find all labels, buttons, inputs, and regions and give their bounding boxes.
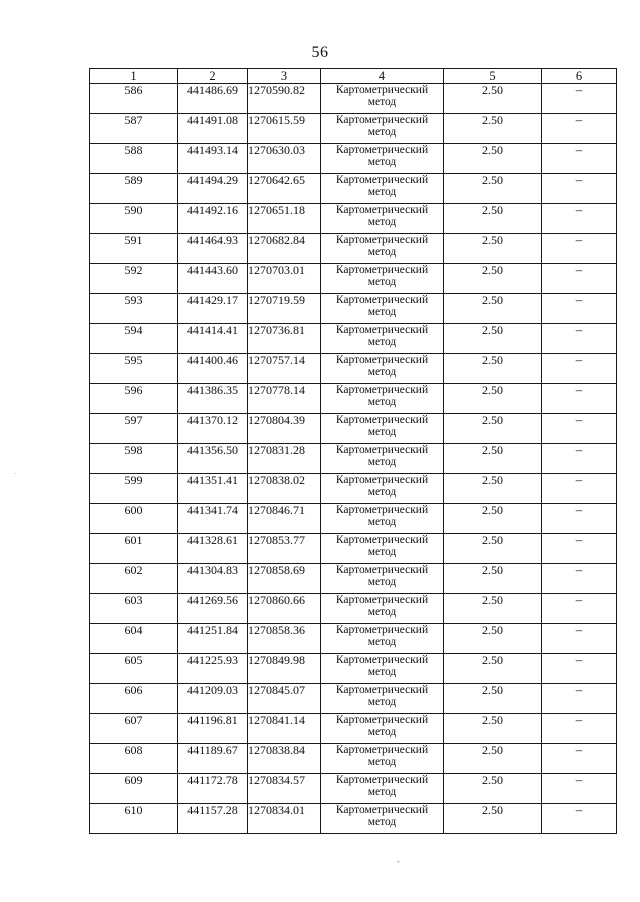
accuracy-cell: 2.50: [444, 804, 542, 834]
point-number-cell: 604: [90, 624, 178, 654]
x-coordinate-cell: 441225.93: [178, 654, 248, 684]
point-number-cell: 608: [90, 744, 178, 774]
footer-mark: -: [397, 857, 400, 866]
point-number-cell: 593: [90, 294, 178, 324]
x-coordinate-cell: 441356.50: [178, 444, 248, 474]
margin-mark: .: [14, 468, 16, 476]
column-header: 1: [90, 69, 178, 84]
accuracy-cell: 2.50: [444, 534, 542, 564]
description-cell: –: [542, 414, 617, 444]
point-number-cell: 590: [90, 204, 178, 234]
description-cell: –: [542, 114, 617, 144]
accuracy-cell: 2.50: [444, 624, 542, 654]
table-body: [90, 84, 617, 834]
x-coordinate-cell: 441328.61: [178, 534, 248, 564]
description-cell: –: [542, 384, 617, 414]
description-cell: –: [542, 504, 617, 534]
y-coordinate-cell: 1270682.84: [248, 234, 321, 264]
accuracy-cell: 2.50: [444, 774, 542, 804]
method-cell: Картометрический метод: [321, 414, 444, 444]
description-cell: –: [542, 204, 617, 234]
description-cell: –: [542, 744, 617, 774]
point-number-cell: 594: [90, 324, 178, 354]
method-cell: Картометрический метод: [321, 204, 444, 234]
point-number-cell: 601: [90, 534, 178, 564]
accuracy-cell: 2.50: [444, 504, 542, 534]
method-cell: Картометрический метод: [321, 774, 444, 804]
method-cell: Картометрический метод: [321, 624, 444, 654]
table-row: [90, 84, 617, 114]
x-coordinate-cell: 441251.84: [178, 624, 248, 654]
method-cell: Картометрический метод: [321, 744, 444, 774]
x-coordinate-cell: 441304.83: [178, 564, 248, 594]
y-coordinate-cell: 1270849.98: [248, 654, 321, 684]
column-header: 2: [178, 69, 248, 84]
description-cell: –: [542, 174, 617, 204]
accuracy-cell: 2.50: [444, 204, 542, 234]
table-row: [90, 354, 617, 384]
accuracy-cell: 2.50: [444, 714, 542, 744]
table-row: [90, 744, 617, 774]
point-number-cell: 605: [90, 654, 178, 684]
accuracy-cell: 2.50: [444, 564, 542, 594]
x-coordinate-cell: 441400.46: [178, 354, 248, 384]
table-row: [90, 294, 617, 324]
y-coordinate-cell: 1270834.01: [248, 804, 321, 834]
point-number-cell: 592: [90, 264, 178, 294]
x-coordinate-cell: 441157.28: [178, 804, 248, 834]
table-row: [90, 654, 617, 684]
x-coordinate-cell: 441491.08: [178, 114, 248, 144]
method-cell: Картометрический метод: [321, 264, 444, 294]
x-coordinate-cell: 441492.16: [178, 204, 248, 234]
description-cell: –: [542, 144, 617, 174]
x-coordinate-cell: 441486.69: [178, 84, 248, 114]
table-row: [90, 774, 617, 804]
description-cell: –: [542, 774, 617, 804]
method-cell: Картометрический метод: [321, 474, 444, 504]
y-coordinate-cell: 1270841.14: [248, 714, 321, 744]
table-row: [90, 714, 617, 744]
method-cell: Картометрический метод: [321, 294, 444, 324]
method-cell: Картометрический метод: [321, 354, 444, 384]
point-number-cell: 600: [90, 504, 178, 534]
method-cell: Картометрический метод: [321, 564, 444, 594]
method-cell: Картометрический метод: [321, 384, 444, 414]
y-coordinate-cell: 1270703.01: [248, 264, 321, 294]
table-row: [90, 324, 617, 354]
accuracy-cell: 2.50: [444, 114, 542, 144]
accuracy-cell: 2.50: [444, 444, 542, 474]
x-coordinate-cell: 441351.41: [178, 474, 248, 504]
point-number-cell: 587: [90, 114, 178, 144]
y-coordinate-cell: 1270853.77: [248, 534, 321, 564]
point-number-cell: 609: [90, 774, 178, 804]
point-number-cell: 596: [90, 384, 178, 414]
accuracy-cell: 2.50: [444, 384, 542, 414]
column-header: 5: [444, 69, 542, 84]
y-coordinate-cell: 1270860.66: [248, 594, 321, 624]
description-cell: –: [542, 684, 617, 714]
accuracy-cell: 2.50: [444, 684, 542, 714]
point-number-cell: 602: [90, 564, 178, 594]
method-cell: Картометрический метод: [321, 444, 444, 474]
header-row: [90, 69, 617, 84]
x-coordinate-cell: 441493.14: [178, 144, 248, 174]
y-coordinate-cell: 1270642.65: [248, 174, 321, 204]
point-number-cell: 588: [90, 144, 178, 174]
description-cell: –: [542, 324, 617, 354]
x-coordinate-cell: 441196.81: [178, 714, 248, 744]
point-number-cell: 599: [90, 474, 178, 504]
x-coordinate-cell: 441172.78: [178, 774, 248, 804]
page-number: 56: [311, 44, 329, 61]
method-cell: Картометрический метод: [321, 534, 444, 564]
method-cell: Картометрический метод: [321, 654, 444, 684]
point-number-cell: 595: [90, 354, 178, 384]
method-cell: Картометрический метод: [321, 324, 444, 354]
point-number-cell: 603: [90, 594, 178, 624]
description-cell: –: [542, 444, 617, 474]
description-cell: –: [542, 234, 617, 264]
method-cell: Картометрический метод: [321, 144, 444, 174]
accuracy-cell: 2.50: [444, 594, 542, 624]
table-row: [90, 384, 617, 414]
method-cell: Картометрический метод: [321, 174, 444, 204]
x-coordinate-cell: 441209.03: [178, 684, 248, 714]
method-cell: Картометрический метод: [321, 714, 444, 744]
x-coordinate-cell: 441189.67: [178, 744, 248, 774]
y-coordinate-cell: 1270719.59: [248, 294, 321, 324]
x-coordinate-cell: 441386.35: [178, 384, 248, 414]
table-row: [90, 534, 617, 564]
table-row: [90, 414, 617, 444]
table-row: [90, 204, 617, 234]
method-cell: Картометрический метод: [321, 504, 444, 534]
table-row: [90, 804, 617, 834]
x-coordinate-cell: 441341.74: [178, 504, 248, 534]
y-coordinate-cell: 1270757.14: [248, 354, 321, 384]
description-cell: –: [542, 624, 617, 654]
description-cell: –: [542, 594, 617, 624]
table-row: [90, 474, 617, 504]
description-cell: –: [542, 534, 617, 564]
column-header: 6: [542, 69, 617, 84]
description-cell: –: [542, 294, 617, 324]
y-coordinate-cell: 1270834.57: [248, 774, 321, 804]
point-number-cell: 610: [90, 804, 178, 834]
table-row: [90, 504, 617, 534]
description-cell: –: [542, 474, 617, 504]
y-coordinate-cell: 1270778.14: [248, 384, 321, 414]
accuracy-cell: 2.50: [444, 234, 542, 264]
point-number-cell: 607: [90, 714, 178, 744]
description-cell: –: [542, 264, 617, 294]
y-coordinate-cell: 1270858.36: [248, 624, 321, 654]
accuracy-cell: 2.50: [444, 414, 542, 444]
description-cell: –: [542, 354, 617, 384]
accuracy-cell: 2.50: [444, 144, 542, 174]
column-header: 3: [248, 69, 321, 84]
column-header: 4: [321, 69, 444, 84]
accuracy-cell: 2.50: [444, 474, 542, 504]
accuracy-cell: 2.50: [444, 174, 542, 204]
accuracy-cell: 2.50: [444, 744, 542, 774]
table-row: [90, 174, 617, 204]
description-cell: –: [542, 714, 617, 744]
y-coordinate-cell: 1270651.18: [248, 204, 321, 234]
method-cell: Картометрический метод: [321, 804, 444, 834]
accuracy-cell: 2.50: [444, 654, 542, 684]
description-cell: –: [542, 654, 617, 684]
y-coordinate-cell: 1270736.81: [248, 324, 321, 354]
description-cell: –: [542, 84, 617, 114]
y-coordinate-cell: 1270630.03: [248, 144, 321, 174]
table-row: [90, 114, 617, 144]
x-coordinate-cell: 441494.29: [178, 174, 248, 204]
x-coordinate-cell: 441429.17: [178, 294, 248, 324]
y-coordinate-cell: 1270838.84: [248, 744, 321, 774]
table-row: [90, 264, 617, 294]
method-cell: Картометрический метод: [321, 234, 444, 264]
point-number-cell: 591: [90, 234, 178, 264]
x-coordinate-cell: 441443.60: [178, 264, 248, 294]
point-number-cell: 589: [90, 174, 178, 204]
table-row: [90, 144, 617, 174]
y-coordinate-cell: 1270831.28: [248, 444, 321, 474]
method-cell: Картометрический метод: [321, 594, 444, 624]
table-row: [90, 594, 617, 624]
point-number-cell: 586: [90, 84, 178, 114]
method-cell: Картометрический метод: [321, 84, 444, 114]
point-number-cell: 606: [90, 684, 178, 714]
accuracy-cell: 2.50: [444, 354, 542, 384]
coordinates-table: [89, 68, 617, 834]
description-cell: –: [542, 804, 617, 834]
accuracy-cell: 2.50: [444, 294, 542, 324]
table-row: [90, 684, 617, 714]
table-header: [90, 69, 617, 84]
table-row: [90, 234, 617, 264]
x-coordinate-cell: 441414.41: [178, 324, 248, 354]
x-coordinate-cell: 441269.56: [178, 594, 248, 624]
y-coordinate-cell: 1270615.59: [248, 114, 321, 144]
method-cell: Картометрический метод: [321, 684, 444, 714]
accuracy-cell: 2.50: [444, 324, 542, 354]
y-coordinate-cell: 1270590.82: [248, 84, 321, 114]
y-coordinate-cell: 1270845.07: [248, 684, 321, 714]
y-coordinate-cell: 1270858.69: [248, 564, 321, 594]
table-row: [90, 564, 617, 594]
x-coordinate-cell: 441464.93: [178, 234, 248, 264]
x-coordinate-cell: 441370.12: [178, 414, 248, 444]
point-number-cell: 598: [90, 444, 178, 474]
y-coordinate-cell: 1270838.02: [248, 474, 321, 504]
accuracy-cell: 2.50: [444, 264, 542, 294]
table-row: [90, 444, 617, 474]
table-row: [90, 624, 617, 654]
accuracy-cell: 2.50: [444, 84, 542, 114]
method-cell: Картометрический метод: [321, 114, 444, 144]
description-cell: –: [542, 564, 617, 594]
y-coordinate-cell: 1270846.71: [248, 504, 321, 534]
y-coordinate-cell: 1270804.39: [248, 414, 321, 444]
point-number-cell: 597: [90, 414, 178, 444]
